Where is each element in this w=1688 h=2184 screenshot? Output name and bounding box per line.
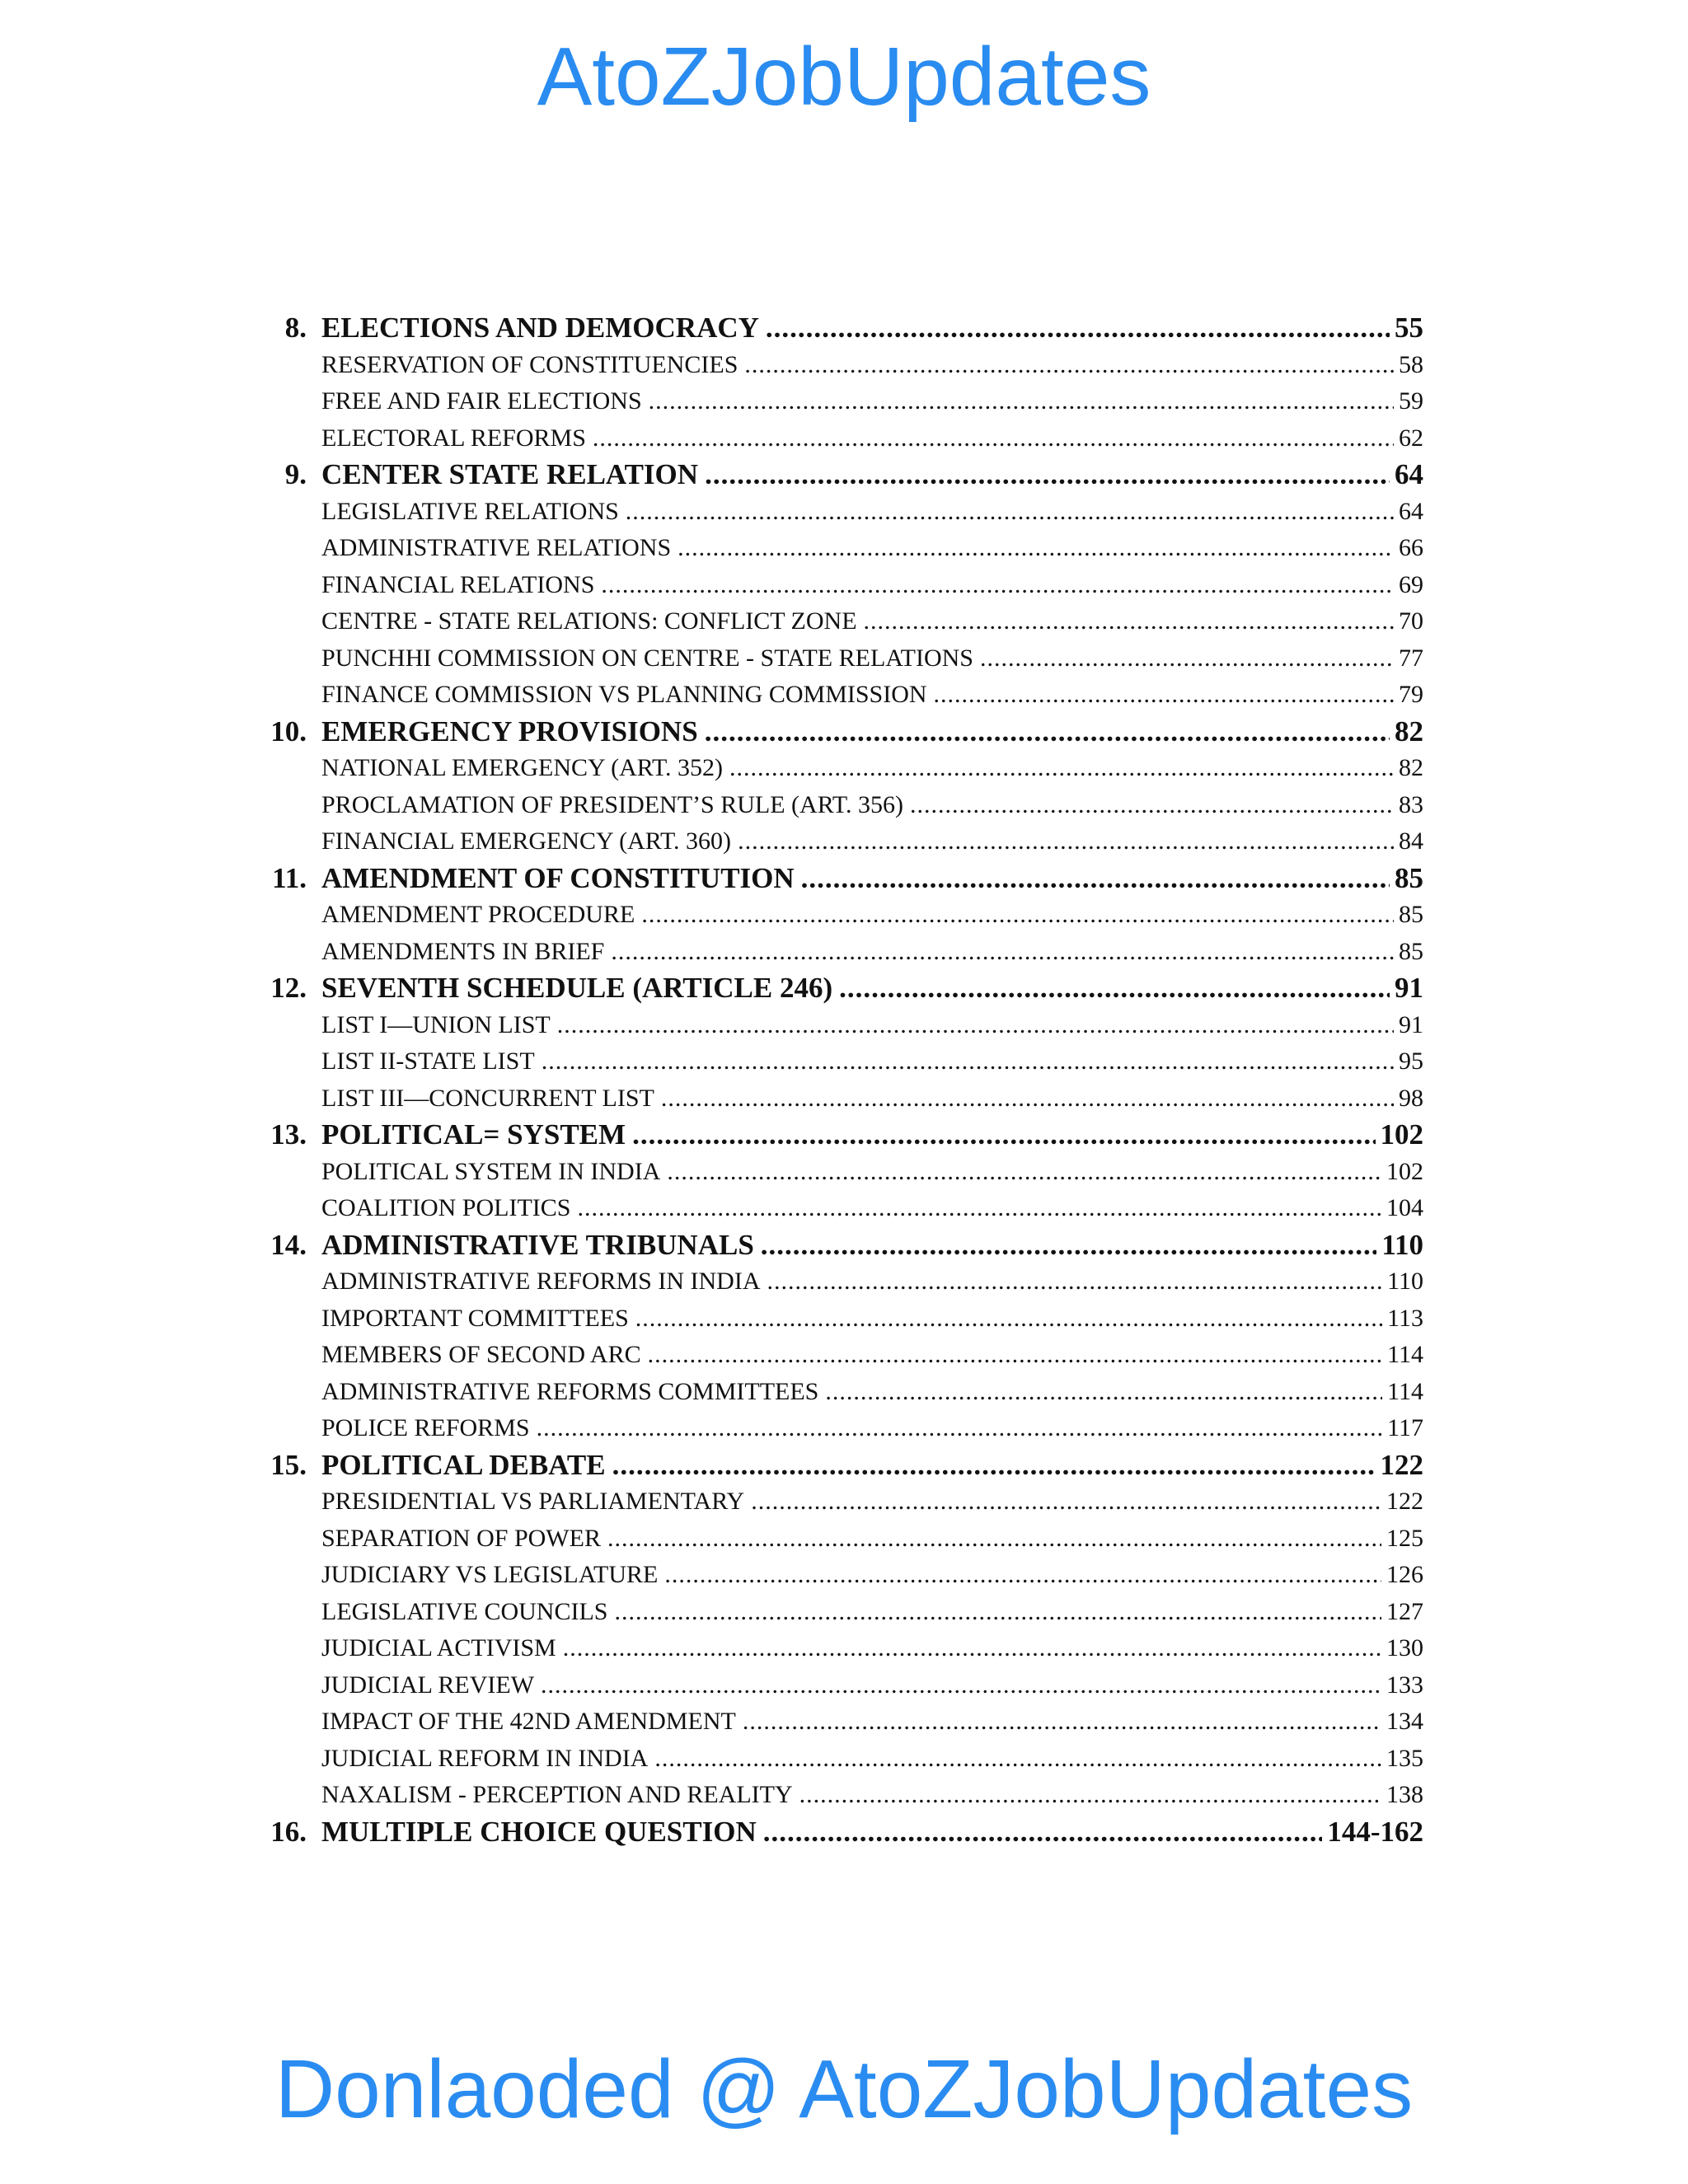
toc-subsection-entry <box>256 1190 1423 1227</box>
subsection-title: FINANCIAL EMERGENCY (ART. 360) <box>321 827 732 855</box>
toc-line <box>321 681 1423 709</box>
toc-subsection-entry <box>256 1630 1423 1667</box>
subsection-title: CENTRE - STATE RELATIONS: CONFLICT ZONE <box>321 607 857 635</box>
toc-line <box>321 312 1423 344</box>
page-number: 102 <box>1386 1157 1423 1185</box>
toc-subsection-entry <box>256 1483 1423 1521</box>
subsection-title: MEMBERS OF SECOND ARC <box>321 1341 641 1369</box>
page-number: 62 <box>1399 424 1423 452</box>
toc-line <box>321 387 1423 415</box>
toc-chapter-entry <box>256 1117 1423 1154</box>
page-number: 82 <box>1399 754 1423 782</box>
toc-line <box>321 1229 1423 1262</box>
toc-line <box>321 1449 1423 1482</box>
page-number: 127 <box>1386 1597 1423 1625</box>
toc-chapter-entry <box>256 860 1423 898</box>
page-number: 64 <box>1395 458 1423 491</box>
toc-subsection-entry <box>256 1667 1423 1704</box>
dot-leader <box>980 644 1394 673</box>
toc-line <box>321 534 1423 562</box>
toc-subsection-entry <box>256 603 1423 640</box>
dot-leader <box>541 1671 1381 1699</box>
page-number: 138 <box>1386 1781 1423 1809</box>
subsection-title: NATIONAL EMERGENCY (ART. 352) <box>321 754 724 782</box>
toc-line <box>321 1341 1423 1369</box>
dot-leader <box>801 862 1390 895</box>
page-number: 114 <box>1387 1377 1423 1405</box>
page-number: 79 <box>1399 681 1423 709</box>
toc-subsection-entry <box>256 1007 1423 1044</box>
subsection-title: LIST III—CONCURRENT LIST <box>321 1084 654 1112</box>
page-number: 82 <box>1395 715 1423 748</box>
toc-subsection-entry <box>256 1301 1423 1338</box>
page-number: 98 <box>1399 1084 1423 1112</box>
toc-line <box>321 571 1423 599</box>
dot-leader <box>839 972 1390 1005</box>
toc-line <box>321 1414 1423 1442</box>
page-number: 135 <box>1386 1744 1423 1772</box>
dot-leader <box>767 1268 1383 1296</box>
toc-subsection-entry <box>256 530 1423 567</box>
page-number: 125 <box>1386 1524 1423 1552</box>
toc-line <box>321 862 1423 895</box>
toc-chapter-entry <box>256 970 1423 1007</box>
chapter-title: SEVENTH SCHEDULE (ARTICLE 246) <box>321 972 833 1005</box>
subsection-title: SEPARATION OF POWER <box>321 1524 601 1552</box>
subsection-title: IMPORTANT COMMITTEES <box>321 1304 629 1332</box>
dot-leader <box>557 1011 1394 1039</box>
page-number: 77 <box>1399 644 1423 672</box>
page-number: 70 <box>1399 607 1423 635</box>
page-number: 83 <box>1399 790 1423 818</box>
dot-leader <box>611 938 1394 966</box>
toc-line <box>321 1085 1423 1113</box>
toc-line <box>321 1598 1423 1626</box>
toc-line <box>321 1047 1423 1076</box>
chapter-title: EMERGENCY PROVISIONS <box>321 715 698 748</box>
toc-subsection-entry <box>256 1410 1423 1447</box>
chapter-number: 8. <box>284 312 307 344</box>
page-number: 110 <box>1387 1268 1423 1296</box>
toc-line <box>321 1194 1423 1222</box>
chapter-number: 13. <box>270 1118 307 1151</box>
subsection-title: FINANCIAL RELATIONS <box>321 570 595 598</box>
table-of-contents <box>256 310 1423 1850</box>
toc-subsection-entry <box>256 1557 1423 1594</box>
subsection-title: ELECTORAL REFORMS <box>321 424 586 452</box>
subsection-title: PROCLAMATION OF PRESIDENT’S RULE (ART. 356) <box>321 790 903 818</box>
page-number: 110 <box>1381 1228 1423 1261</box>
toc-line <box>321 1671 1423 1699</box>
toc-subsection-entry <box>256 677 1423 714</box>
toc-subsection-entry <box>256 1337 1423 1374</box>
toc-line <box>321 972 1423 1005</box>
toc-chapter-entry <box>256 1814 1423 1851</box>
toc-chapter-entry <box>256 1447 1423 1484</box>
page-number: 84 <box>1399 827 1423 855</box>
dot-leader <box>864 607 1394 635</box>
dot-leader <box>799 1781 1381 1809</box>
toc-line <box>321 1561 1423 1589</box>
dot-leader <box>744 351 1394 379</box>
toc-line <box>321 791 1423 819</box>
page-number: 64 <box>1399 497 1423 525</box>
page-number: 55 <box>1395 312 1423 344</box>
toc-subsection-entry <box>256 823 1423 860</box>
toc-chapter-entry <box>256 714 1423 751</box>
subsection-title: AMENDMENTS IN BRIEF <box>321 937 605 965</box>
page-number: 85 <box>1395 861 1423 894</box>
page-number: 91 <box>1395 972 1423 1005</box>
subsection-title: ADMINISTRATIVE RELATIONS <box>321 534 672 562</box>
toc-line <box>321 1118 1423 1151</box>
toc-subsection-entry <box>256 1263 1423 1301</box>
page-number: 69 <box>1399 570 1423 598</box>
page-number: 58 <box>1399 350 1423 378</box>
toc-line <box>321 1816 1423 1849</box>
dot-leader <box>641 901 1394 929</box>
chapter-number: 11. <box>272 861 307 894</box>
chapter-title: ELECTIONS AND DEMOCRACY <box>321 312 759 344</box>
subsection-title: LEGISLATIVE RELATIONS <box>321 497 619 525</box>
dot-leader <box>632 1118 1375 1151</box>
chapter-title: POLITICAL DEBATE <box>321 1448 606 1481</box>
dot-leader <box>763 1816 1323 1849</box>
toc-subsection-entry <box>256 1154 1423 1191</box>
subsection-title: AMENDMENT PROCEDURE <box>321 901 635 929</box>
page-number: 85 <box>1399 937 1423 965</box>
toc-line <box>321 754 1423 782</box>
dot-leader <box>626 498 1394 526</box>
page-number: 122 <box>1386 1488 1423 1516</box>
toc-subsection-entry <box>256 1741 1423 1778</box>
toc-subsection-entry <box>256 494 1423 531</box>
page-number: 130 <box>1386 1634 1423 1662</box>
dot-leader <box>607 1525 1381 1553</box>
toc-chapter-entry <box>256 310 1423 347</box>
subsection-title: LIST I—UNION LIST <box>321 1010 551 1038</box>
chapter-number: 10. <box>270 715 307 748</box>
dot-leader <box>612 1449 1376 1482</box>
page-number: 144-162 <box>1327 1815 1423 1848</box>
page-number: 104 <box>1386 1194 1423 1222</box>
dot-leader <box>738 827 1394 855</box>
dot-leader <box>577 1194 1381 1222</box>
toc-line <box>321 607 1423 635</box>
page-number: 85 <box>1399 901 1423 929</box>
chapter-title: ADMINISTRATIVE TRIBUNALS <box>321 1228 754 1261</box>
toc-line <box>321 424 1423 452</box>
toc-line <box>321 938 1423 966</box>
subsection-title: LEGISLATIVE COUNCILS <box>321 1597 608 1625</box>
page-number: 133 <box>1386 1671 1423 1699</box>
subsection-title: COALITION POLITICS <box>321 1194 571 1222</box>
chapter-number: 15. <box>270 1448 307 1481</box>
footer-watermark: Donlaoded @ AtoZJobUpdates <box>274 2043 1414 2135</box>
chapter-title: MULTIPLE CHOICE QUESTION <box>321 1815 757 1848</box>
toc-subsection-entry <box>256 787 1423 824</box>
toc-line <box>321 827 1423 855</box>
subsection-title: NAXALISM - PERCEPTION AND REALITY <box>321 1781 793 1809</box>
dot-leader <box>649 387 1394 415</box>
toc-line <box>321 1745 1423 1773</box>
subsection-title: IMPACT OF THE 42ND AMENDMENT <box>321 1708 736 1736</box>
toc-subsection-entry <box>256 1704 1423 1741</box>
toc-line <box>321 644 1423 673</box>
toc-subsection-entry <box>256 1080 1423 1118</box>
dot-leader <box>614 1598 1381 1626</box>
subsection-title: LIST II-STATE LIST <box>321 1047 535 1076</box>
dot-leader <box>705 458 1390 491</box>
chapter-title: AMENDMENT OF CONSTITUTION <box>321 861 795 894</box>
dot-leader <box>635 1305 1382 1333</box>
toc-subsection-entry <box>256 897 1423 934</box>
toc-subsection-entry <box>256 1374 1423 1411</box>
dot-leader <box>563 1634 1381 1662</box>
subsection-title: FREE AND FAIR ELECTIONS <box>321 387 642 415</box>
dot-leader <box>664 1561 1381 1589</box>
dot-leader <box>648 1341 1383 1369</box>
toc-chapter-entry <box>256 1227 1423 1264</box>
dot-leader <box>705 715 1390 748</box>
subsection-title: PUNCHHI COMMISSION ON CENTRE - STATE RELATIONS <box>321 644 973 672</box>
page-number: 114 <box>1387 1341 1423 1369</box>
toc-line <box>321 1158 1423 1186</box>
toc-subsection-entry <box>256 347 1423 384</box>
dot-leader <box>743 1708 1381 1736</box>
toc-subsection-entry <box>256 1594 1423 1631</box>
toc-subsection-entry <box>256 934 1423 971</box>
page-number: 59 <box>1399 387 1423 415</box>
toc-line <box>321 1011 1423 1039</box>
chapter-number: 16. <box>270 1815 307 1848</box>
toc-line <box>321 901 1423 929</box>
chapter-title: CENTER STATE RELATION <box>321 458 699 491</box>
subsection-title: JUDICIAL REFORM IN INDIA <box>321 1744 649 1772</box>
dot-leader <box>537 1414 1383 1442</box>
toc-subsection-entry <box>256 383 1423 420</box>
page-number: 95 <box>1399 1047 1423 1076</box>
subsection-title: JUDICIARY VS LEGISLATURE <box>321 1561 659 1589</box>
subsection-title: ADMINISTRATIVE REFORMS COMMITTEES <box>321 1377 819 1405</box>
toc-subsection-entry <box>256 640 1423 677</box>
dot-leader <box>601 571 1394 599</box>
dot-leader <box>761 1229 1377 1262</box>
dot-leader <box>910 791 1394 819</box>
toc-line <box>321 1378 1423 1406</box>
toc-subsection-entry <box>256 1521 1423 1558</box>
chapter-title: POLITICAL= SYSTEM <box>321 1118 626 1151</box>
dot-leader <box>667 1158 1381 1186</box>
chapter-number: 14. <box>270 1228 307 1261</box>
page-number: 91 <box>1399 1010 1423 1038</box>
dot-leader <box>934 681 1394 709</box>
toc-line <box>321 1525 1423 1553</box>
toc-subsection-entry <box>256 1043 1423 1080</box>
chapter-number: 9. <box>284 458 307 491</box>
dot-leader <box>654 1745 1381 1773</box>
header-watermark: AtoZJobUpdates <box>537 30 1151 123</box>
toc-line <box>321 1268 1423 1296</box>
page-number: 126 <box>1386 1561 1423 1589</box>
page-number: 117 <box>1387 1414 1423 1442</box>
dot-leader <box>542 1047 1394 1076</box>
toc-line <box>321 1634 1423 1662</box>
toc-line <box>321 1781 1423 1809</box>
toc-line <box>321 458 1423 491</box>
page-number: 102 <box>1380 1118 1423 1151</box>
dot-leader <box>661 1085 1394 1113</box>
toc-subsection-entry <box>256 567 1423 604</box>
page-number: 122 <box>1380 1448 1423 1481</box>
toc-line <box>321 1305 1423 1333</box>
subsection-title: JUDICIAL REVIEW <box>321 1671 535 1699</box>
toc-line <box>321 498 1423 526</box>
toc-line <box>321 715 1423 748</box>
subsection-title: POLITICAL SYSTEM IN INDIA <box>321 1157 661 1185</box>
dot-leader <box>766 312 1390 344</box>
dot-leader <box>825 1378 1382 1406</box>
toc-chapter-entry <box>256 457 1423 494</box>
chapter-number: 12. <box>270 972 307 1005</box>
toc-line <box>321 351 1423 379</box>
subsection-title: POLICE REFORMS <box>321 1414 530 1442</box>
page-number: 134 <box>1386 1708 1423 1736</box>
dot-leader <box>751 1488 1381 1516</box>
toc-subsection-entry <box>256 1777 1423 1814</box>
dot-leader <box>729 754 1394 782</box>
subsection-title: ADMINISTRATIVE REFORMS IN INDIA <box>321 1268 761 1296</box>
toc-line <box>321 1708 1423 1736</box>
subsection-title: RESERVATION OF CONSTITUENCIES <box>321 350 738 378</box>
page-number: 66 <box>1399 534 1423 562</box>
page-number: 113 <box>1387 1304 1423 1332</box>
subsection-title: FINANCE COMMISSION VS PLANNING COMMISSION <box>321 681 927 709</box>
subsection-title: JUDICIAL ACTIVISM <box>321 1634 556 1662</box>
toc-subsection-entry <box>256 420 1423 457</box>
subsection-title: PRESIDENTIAL VS PARLIAMENTARY <box>321 1488 745 1516</box>
dot-leader <box>678 534 1394 562</box>
toc-subsection-entry <box>256 750 1423 787</box>
dot-leader <box>593 424 1394 452</box>
toc-line <box>321 1488 1423 1516</box>
